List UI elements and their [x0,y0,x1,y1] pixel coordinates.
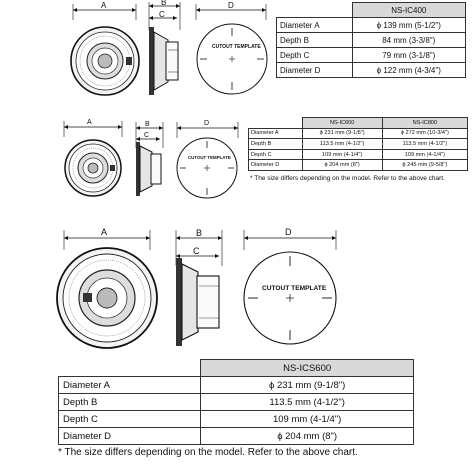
row-label: Depth B [277,33,353,48]
label-d: D [228,1,234,10]
row-value: ϕ 231 mm (9-1/8") [201,377,414,394]
label-a: A [101,227,108,237]
cutout-template-3 [244,227,336,344]
model-header: NS-ICS600 [201,360,414,377]
template-label: CUTOUT TEMPLATE [188,155,231,160]
row-value: 109 mm (4-1/4") [302,149,382,160]
cutout-template-1 [196,1,267,94]
row-value: ϕ 122 mm (4-3/4") [352,63,465,78]
table-row [277,18,466,33]
table-row [249,128,468,139]
label-b: B [145,121,150,128]
speaker-front-view-3 [57,227,157,348]
table-row [249,149,468,160]
table-row [59,394,414,411]
label-c: C [193,246,200,256]
row-value: 113.5 mm (4-1/2") [201,394,414,411]
spec-table-ns-ic400 [276,2,466,78]
label-c: C [159,10,165,19]
row-value: ϕ 204 mm (8") [201,428,414,445]
label-b: B [196,228,203,238]
label-d: D [285,227,292,237]
label-a: A [87,119,92,126]
row-label: Depth B [59,394,201,411]
speaker-front-view-1 [71,1,139,95]
model-header: NS-IC800 [382,118,467,129]
row-value: ϕ 139 mm (5-1/2") [352,18,465,33]
label-d: D [204,120,210,127]
row-label: Diameter D [277,63,353,78]
row-value: 109 mm (4-1/4") [201,411,414,428]
row-label: Diameter A [249,128,303,139]
row-value: ϕ 204 mm (8") [302,160,382,171]
table-row [277,48,466,63]
table-row [277,63,466,78]
row-value: ϕ 231 mm (9-1/8") [302,128,382,139]
row-value: 113.5 mm (4-1/2") [382,139,467,150]
table-row [277,33,466,48]
model-header: NS-IC400 [352,3,465,18]
row-label: Depth C [59,411,201,428]
row-value: 84 mm (3-3/8") [352,33,465,48]
row-label: Diameter A [277,18,353,33]
row-value: ϕ 272 mm (10-3/4") [382,128,467,139]
label-c: C [144,132,150,139]
cutout-template-2 [177,120,238,198]
speaker-front-view-2 [64,119,122,196]
table-row [59,428,414,445]
spec-table-ns-ic600-ic800 [248,117,468,171]
row-value: ϕ 245 mm (9-5/8") [382,160,467,171]
table-row [249,160,468,171]
row-label: Depth C [277,48,353,63]
row-label: Depth B [249,139,303,150]
row-label: Diameter A [59,377,201,394]
table-row [59,377,414,394]
template-label: CUTOUT TEMPLATE [212,44,261,50]
row-label: Diameter D [59,428,201,445]
spec-table-ns-ics600 [58,359,414,445]
row-label: Depth C [249,149,303,160]
label-a: A [101,1,107,10]
speaker-side-view-3 [176,228,222,346]
row-label: Diameter D [249,160,303,171]
model-header: NS-IC600 [302,118,382,129]
row-value: 109 mm (4-1/4") [382,149,467,160]
footnote: * The size differs depending on the model. Refer to the above chart. [58,447,358,458]
speaker-side-view-2 [136,121,163,196]
footnote: * The size differs depending on the model. Refer to the above chart. [250,175,445,182]
speaker-side-view-1 [149,0,180,95]
label-b: B [161,0,167,7]
table-row [59,411,414,428]
row-value: 113.5 mm (4-1/2") [302,139,382,150]
template-label: CUTOUT TEMPLATE [262,285,327,292]
row-value: 79 mm (3-1/8") [352,48,465,63]
table-row [249,139,468,150]
